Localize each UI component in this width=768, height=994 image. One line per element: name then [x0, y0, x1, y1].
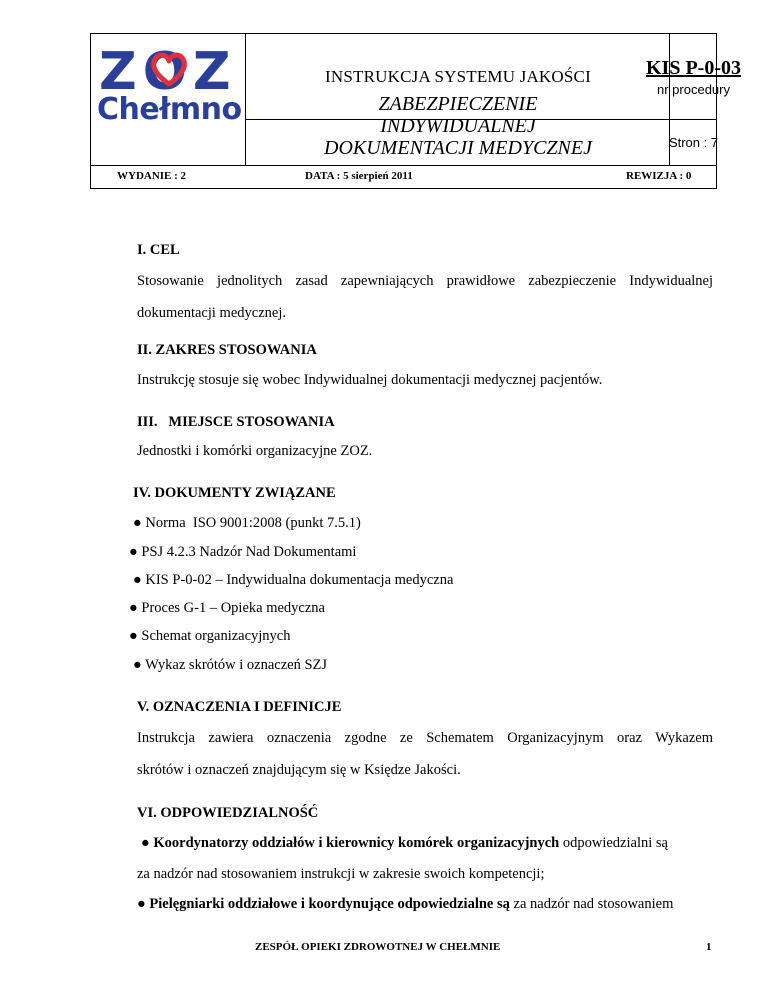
responsibility-item-2-bold: ● Pielęgniarki oddziałowe i koordynujące odpowiedzialne są	[137, 896, 510, 912]
section-heading-cel: I. CEL	[137, 242, 180, 258]
footer-organization: ZESPÓŁ OPIEKI ZDROWOTNEJ W CHEŁMNIE	[255, 941, 501, 953]
logo-cell	[91, 34, 246, 166]
procedure-label: nr procedury	[657, 81, 730, 97]
revision: REWIZJA : 0	[626, 170, 692, 182]
responsibility-item-1-rest: odpowiedzialni są	[559, 835, 668, 851]
responsibility-item-1-bold: ● Koordynatorzy oddziałów i kierownicy komórek organizacyjnych	[141, 835, 560, 851]
edition: WYDANIE : 2	[117, 170, 187, 182]
section-heading-oznaczenia: V. OZNACZENIA I DEFINICJE	[137, 699, 342, 715]
section-heading-dokumenty: IV. DOKUMENTY ZWIĄZANE	[133, 485, 336, 501]
section-heading-miejsce: III. MIEJSCE STOSOWANIA	[137, 414, 335, 430]
page-number: 1	[706, 941, 712, 953]
paragraph-line: Instrukcję stosuje się wobec Indywidualnej dokumentacji medycznej pacjentów.	[137, 372, 603, 388]
heart-icon	[149, 50, 189, 90]
paragraph-line: Stosowanie jednolitych zasad zapewniających prawidłowe zabezpieczenie Indywidualnej	[137, 273, 713, 289]
document-title-line-1: ZABEZPIECZENIE	[378, 92, 538, 115]
list-item: ● Norma ISO 9001:2008 (punkt 7.5.1)	[133, 515, 361, 531]
logo-zoz-text: ZOZ	[99, 42, 237, 102]
paragraph-line: skrótów i oznaczeń znajdującym się w Księdze Jakości.	[137, 762, 461, 778]
section-heading-odpowiedzialnosc: VI. ODPOWIEDZIALNOŚĆ	[137, 805, 319, 821]
header-meta-row	[91, 166, 716, 188]
paragraph-line: za nadzór nad stosowaniem instrukcji w zakresie swoich kompetencji;	[137, 866, 545, 882]
list-item: ● Schemat organizacyjnych	[129, 628, 291, 644]
procedure-code-cell	[646, 34, 741, 119]
system-title: INSTRUKCJA SYSTEMU JAKOŚCI	[325, 66, 591, 86]
logo-town-text: Chełmno	[97, 92, 242, 127]
responsibility-item-2	[137, 896, 673, 913]
document-title-line-3: DOKUMENTACJI MEDYCZNEJ	[324, 136, 592, 159]
paragraph-line: Jednostki i komórki organizacyjne ZOZ.	[137, 443, 373, 459]
responsibility-item-2-rest: za nadzór nad stosowaniem	[509, 896, 674, 912]
procedure-code: KIS P-0-03	[646, 56, 741, 79]
section-heading-zakres: II. ZAKRES STOSOWANIA	[137, 342, 317, 358]
document-title	[246, 92, 670, 166]
paragraph-line: Instrukcja zawiera oznaczenia zgodne ze Schematem Organizacyjnym oraz Wykazem	[137, 730, 713, 746]
responsibility-item-1	[141, 835, 668, 852]
document-header	[90, 33, 741, 189]
list-item: ● PSJ 4.2.3 Nadzór Nad Dokumentami	[129, 544, 357, 560]
issue-date: DATA : 5 sierpień 2011	[305, 170, 413, 182]
zoz-chelmno-logo	[97, 44, 241, 154]
list-item: ● Proces G-1 – Opieka medyczna	[129, 600, 325, 616]
list-item: ● Wykaz skrótów i oznaczeń SZJ	[133, 657, 328, 673]
page-count: Stron : 7	[668, 135, 719, 150]
document-title-line-2: INDYWIDUALNEJ	[380, 114, 536, 137]
list-item: ● KIS P-0-02 – Indywidualna dokumentacja medyczna	[133, 572, 454, 588]
paragraph-line: dokumentacji medycznej.	[137, 305, 286, 321]
